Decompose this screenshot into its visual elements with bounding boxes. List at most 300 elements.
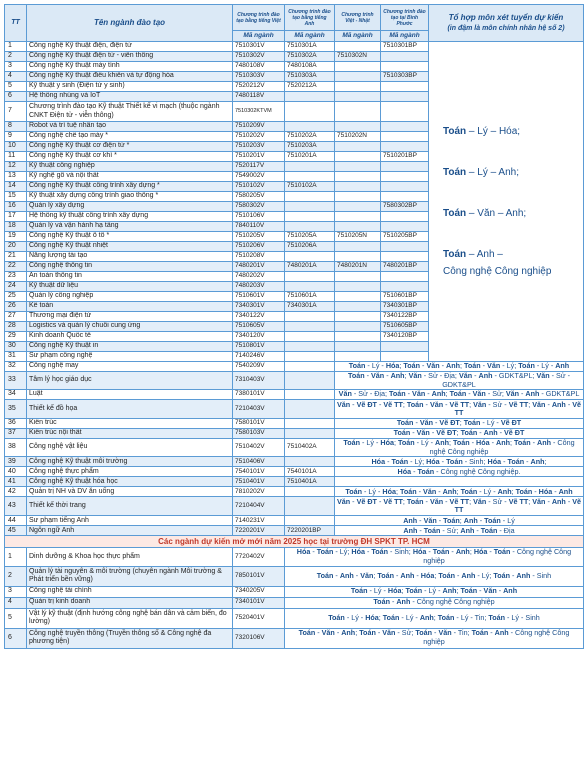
row-tt: 21 <box>5 252 27 262</box>
code-viet: 7510208V <box>233 252 285 262</box>
row-name: Quản trị kinh doanh <box>27 597 233 608</box>
row-name: Công nghệ truyền thông (Truyền thông số & Công nghệ đa phương tiện) <box>27 628 233 648</box>
row-name: Luật <box>27 390 233 400</box>
code-anh <box>285 400 335 419</box>
code-nhat: 7510205N <box>335 232 381 242</box>
row-name: Công nghệ may <box>27 362 233 372</box>
code-viet: 7720402V <box>233 548 285 566</box>
code-anh <box>285 122 335 132</box>
ma-nganh-viet: Mã ngành <box>233 31 285 42</box>
code-nhat <box>335 322 381 332</box>
row-name: Công nghệ Kỹ thuật máy tính <box>27 62 233 72</box>
code-anh <box>285 222 335 232</box>
code-nhat <box>335 42 381 52</box>
row-combo: Toán - Văn - Anh; Toán - Văn - Sử; Toán - Văn - Tin; Toán - Anh - Công nghệ Công nghiệp <box>285 628 584 648</box>
row-name: Công nghệ tài chính <box>27 586 233 597</box>
row-tt: 1 <box>5 42 27 52</box>
row-name: Thương mại điện tử <box>27 312 233 322</box>
row-combo: Toán - Văn - Vẽ ĐT; Toán - Lý - Vẽ ĐT <box>335 419 584 429</box>
code-nhat: 7510302N <box>335 52 381 62</box>
code-viet: 7220201V <box>233 526 285 536</box>
section-row <box>5 536 584 548</box>
code-bp: 7340122BP <box>381 312 429 322</box>
row-tt: 13 <box>5 172 27 182</box>
code-nhat <box>335 152 381 162</box>
code-viet: 7510201V <box>233 152 285 162</box>
code-viet: 7850101V <box>233 566 285 586</box>
code-viet: 7480202V <box>233 272 285 282</box>
col-nhat: Chương trình Việt - Nhật <box>335 5 381 31</box>
col-to-hop <box>429 5 584 42</box>
code-viet: 7510209V <box>233 122 285 132</box>
code-bp <box>381 252 429 262</box>
combo-group-a <box>429 42 584 362</box>
row-combo: Anh - Toán - Sử; Anh - Toán - Địa <box>335 526 584 536</box>
row-combo: Hóa - Toán - Lý; Hóa - Toán - Sinh; Hóa - Toán - Anh; <box>335 457 584 467</box>
code-viet: 7840110V <box>233 222 285 232</box>
col-bp: Chương trình đào tạo tại Bình Phước <box>381 5 429 31</box>
code-anh: 7510203A <box>285 142 335 152</box>
table-row <box>5 526 584 536</box>
code-viet: 7520117V <box>233 162 285 172</box>
row-combo: Hóa - Toán - Lý; Hóa - Toán - Sinh; Hóa - Toán - Anh; Hóa - Toán - Công nghệ Công nghiệp <box>285 548 584 566</box>
row-tt: 6 <box>5 628 27 648</box>
code-bp <box>381 142 429 152</box>
code-anh <box>285 372 335 390</box>
admission-table-page <box>4 4 583 649</box>
code-bp <box>381 172 429 182</box>
code-bp <box>381 92 429 102</box>
code-anh <box>285 390 335 400</box>
code-viet: 7340301V <box>233 302 285 312</box>
row-tt: 4 <box>5 72 27 82</box>
row-combo: Toán - Anh - Văn; Toán - Anh - Hóa; Toán - Anh - Lý; Toán - Anh - Sinh <box>285 566 584 586</box>
row-name: Kỹ thuật dữ liệu <box>27 282 233 292</box>
row-name: Kiến trúc <box>27 419 233 429</box>
row-combo: Văn - Vẽ ĐT - Vẽ TT; Toán - Văn - Vẽ TT; Văn - Sử - Vẽ TT; Văn - Anh - Vẽ TT <box>335 497 584 516</box>
code-viet: 7480201V <box>233 262 285 272</box>
row-name: Công nghệ Kỹ thuật nhiệt <box>27 242 233 252</box>
combo-line-3: Toán – Văn – Anh; <box>443 208 527 219</box>
code-nhat <box>335 352 381 362</box>
row-combo: Toán - Lý - Hóa; Toán - Lý - Anh; Toán - Hóa - Anh; Toán - Anh - Công nghệ Công nghiệp <box>335 439 584 457</box>
code-nhat <box>335 72 381 82</box>
row-name: Năng lượng tái tạo <box>27 252 233 262</box>
code-nhat <box>335 302 381 312</box>
code-bp: 7510605BP <box>381 322 429 332</box>
row-tt: 27 <box>5 312 27 322</box>
code-anh <box>285 192 335 202</box>
row-name: Kế toán <box>27 302 233 312</box>
code-viet: 7140246V <box>233 352 285 362</box>
code-viet: 7520212V <box>233 82 285 92</box>
code-viet: 7340205V <box>233 586 285 597</box>
code-anh <box>285 282 335 292</box>
row-name: Logistics và quản lý chuỗi cung ứng <box>27 322 233 332</box>
row-tt: 35 <box>5 400 27 419</box>
row-tt: 31 <box>5 352 27 362</box>
row-tt: 10 <box>5 142 27 152</box>
code-viet: 7210403V <box>233 400 285 419</box>
code-bp <box>381 192 429 202</box>
table-row <box>5 566 584 586</box>
row-name: Quản lý và vận hành hạ tầng <box>27 222 233 232</box>
code-viet: 7510206V <box>233 242 285 252</box>
row-tt: 44 <box>5 516 27 526</box>
code-anh <box>285 332 335 342</box>
row-name: Kỹ nghệ gỗ và nội thất <box>27 172 233 182</box>
row-combo: Văn - Sử - Địa; Toán - Văn - Anh; Toán - Văn - Sử; Văn - Anh - GDKT&PL <box>335 390 584 400</box>
row-name: Robot và trí tuệ nhân tạo <box>27 122 233 132</box>
row-tt: 38 <box>5 439 27 457</box>
code-anh <box>285 252 335 262</box>
row-tt: 40 <box>5 467 27 477</box>
row-tt: 33 <box>5 372 27 390</box>
row-name: Công nghệ Kỹ thuật hóa học <box>27 477 233 487</box>
table-row <box>5 400 584 419</box>
code-viet: 7520401V <box>233 608 285 628</box>
code-anh <box>285 457 335 467</box>
row-name: Kỹ thuật công nghiệp <box>27 162 233 172</box>
code-viet: 7480118V <box>233 92 285 102</box>
row-name: Quản lý xây dựng <box>27 202 233 212</box>
code-bp <box>381 272 429 282</box>
row-tt: 23 <box>5 272 27 282</box>
table-row <box>5 497 584 516</box>
code-nhat <box>335 332 381 342</box>
code-anh: 7480108A <box>285 62 335 72</box>
row-tt: 5 <box>5 82 27 92</box>
code-bp <box>381 222 429 232</box>
code-viet: 7510106V <box>233 212 285 222</box>
code-anh: 7510402A <box>285 439 335 457</box>
row-tt: 45 <box>5 526 27 536</box>
code-bp: 7340120BP <box>381 332 429 342</box>
code-bp <box>381 122 429 132</box>
code-anh <box>285 212 335 222</box>
code-anh: 7510302A <box>285 52 335 62</box>
row-tt: 15 <box>5 192 27 202</box>
code-anh: 7220201BP <box>285 526 335 536</box>
code-viet: 7510205V <box>233 232 285 242</box>
code-bp: 7510303BP <box>381 72 429 82</box>
code-bp <box>381 352 429 362</box>
row-name: Công nghệ chế tạo máy * <box>27 132 233 142</box>
table-row <box>5 439 584 457</box>
code-viet: 7549002V <box>233 172 285 182</box>
code-bp <box>381 62 429 72</box>
code-viet: 7480108V <box>233 62 285 72</box>
row-tt: 3 <box>5 586 27 597</box>
code-viet: 7510203V <box>233 142 285 152</box>
code-anh <box>285 102 335 122</box>
code-nhat <box>335 192 381 202</box>
row-tt: 42 <box>5 487 27 497</box>
row-name: Sư phạm công nghệ <box>27 352 233 362</box>
row-name: Công nghệ vật liệu <box>27 439 233 457</box>
code-nhat <box>335 172 381 182</box>
code-nhat <box>335 242 381 252</box>
code-nhat <box>335 62 381 72</box>
row-tt: 9 <box>5 132 27 142</box>
row-tt: 1 <box>5 548 27 566</box>
row-tt: 12 <box>5 162 27 172</box>
table-row <box>5 477 584 487</box>
combo-line-1: Toán – Lý – Hóa; <box>443 126 521 137</box>
row-tt: 43 <box>5 497 27 516</box>
code-nhat <box>335 222 381 232</box>
code-viet: 7310403V <box>233 372 285 390</box>
col-ten-nganh: Tên ngành đào tạo <box>27 5 233 42</box>
code-viet: 7510801V <box>233 342 285 352</box>
code-anh <box>285 352 335 362</box>
table-row <box>5 628 584 648</box>
row-name: Vật lý kỹ thuật (định hướng công nghệ bán dẫn và cảm biến, đo lường) <box>27 608 233 628</box>
row-tt: 6 <box>5 92 27 102</box>
code-bp: 7510601BP <box>381 292 429 302</box>
row-tt: 34 <box>5 390 27 400</box>
row-tt: 8 <box>5 122 27 132</box>
code-bp <box>381 182 429 192</box>
row-name: Công nghệ thông tin <box>27 262 233 272</box>
row-name: Công nghệ thực phẩm <box>27 467 233 477</box>
code-viet: 7380101V <box>233 390 285 400</box>
row-combo: Toán - Lý - Hóa; Toán - Văn - Anh; Toán - Văn - Lý; Toán - Lý - Anh <box>335 362 584 372</box>
table-row <box>5 608 584 628</box>
ma-nganh-anh: Mã ngành <box>285 31 335 42</box>
row-tt: 2 <box>5 566 27 586</box>
combo-line-4: Toán – Anh – <box>443 249 503 260</box>
row-tt: 20 <box>5 242 27 252</box>
code-bp <box>381 52 429 62</box>
row-name: Công nghệ Kỹ thuật ô tô * <box>27 232 233 242</box>
code-viet: 7580101V <box>233 419 285 429</box>
code-viet: 7810202V <box>233 487 285 497</box>
code-viet: 7340120V <box>233 332 285 342</box>
code-nhat <box>335 202 381 212</box>
table-row <box>5 390 584 400</box>
row-tt: 5 <box>5 608 27 628</box>
row-tt: 37 <box>5 429 27 439</box>
row-combo <box>335 477 584 487</box>
col-tt: TT <box>5 5 27 42</box>
code-nhat: 7480201N <box>335 262 381 272</box>
code-anh: 7510102A <box>285 182 335 192</box>
row-name: Quản trị NH và DV ăn uống <box>27 487 233 497</box>
code-bp: 7510205BP <box>381 232 429 242</box>
section-title: Các ngành dự kiến mở mới năm 2025 học tại trường ĐH SPKT TP. HCM <box>5 536 584 548</box>
table-row <box>5 516 584 526</box>
row-tt: 7 <box>5 102 27 122</box>
ma-nganh-bp: Mã ngành <box>381 31 429 42</box>
row-tt: 19 <box>5 232 27 242</box>
code-nhat <box>335 292 381 302</box>
code-viet: 7580302V <box>233 202 285 212</box>
code-bp: 7510201BP <box>381 152 429 162</box>
code-viet: 7510202V <box>233 132 285 142</box>
table-row <box>5 419 584 429</box>
code-nhat <box>335 212 381 222</box>
code-viet: 7540209V <box>233 362 285 372</box>
row-tt: 26 <box>5 302 27 312</box>
code-bp: 7510301BP <box>381 42 429 52</box>
code-nhat <box>335 82 381 92</box>
code-bp <box>381 212 429 222</box>
code-nhat <box>335 142 381 152</box>
code-viet: 7580205V <box>233 192 285 202</box>
code-viet: 7340122V <box>233 312 285 322</box>
code-nhat <box>335 182 381 192</box>
code-viet: 7480203V <box>233 282 285 292</box>
row-tt: 29 <box>5 332 27 342</box>
code-nhat <box>335 252 381 262</box>
table-row <box>5 429 584 439</box>
code-viet: 7510303V <box>233 72 285 82</box>
row-tt: 4 <box>5 597 27 608</box>
code-bp: 7580302BP <box>381 202 429 212</box>
combo-line-5: Công nghệ Công nghiệp <box>443 266 552 277</box>
code-anh <box>285 362 335 372</box>
code-nhat <box>335 272 381 282</box>
row-combo: Toán - Lý - Hóa; Toán - Văn - Anh; Toán - Lý - Anh; Toán - Hóa - Anh <box>335 487 584 497</box>
row-name: Thiết kế đồ họa <box>27 400 233 419</box>
code-viet: 7510401V <box>233 477 285 487</box>
row-tt: 36 <box>5 419 27 429</box>
code-nhat: 7510202N <box>335 132 381 142</box>
row-name: Chương trình đào tạo Kỹ thuật Thiết kế vi mạch (thuộc ngành CNKT Điện tử - viễn thông) <box>27 102 233 122</box>
code-viet: 7510605V <box>233 322 285 332</box>
code-nhat <box>335 312 381 322</box>
code-anh <box>285 202 335 212</box>
row-tt: 17 <box>5 212 27 222</box>
code-anh: 7340301A <box>285 302 335 312</box>
row-name: Quản lý công nghiệp <box>27 292 233 302</box>
row-tt: 28 <box>5 322 27 332</box>
code-anh: 7510201A <box>285 152 335 162</box>
row-tt: 14 <box>5 182 27 192</box>
code-anh: 7480201A <box>285 262 335 272</box>
row-name: Công nghệ Kỹ thuật điện, điện tử <box>27 42 233 52</box>
row-tt: 41 <box>5 477 27 487</box>
code-viet: 7510302V <box>233 52 285 62</box>
code-viet: 7510406V <box>233 457 285 467</box>
code-bp: 7340301BP <box>381 302 429 312</box>
row-name: Công nghệ Kỹ thuật in <box>27 342 233 352</box>
code-bp <box>381 82 429 92</box>
code-viet: 7540101V <box>233 467 285 477</box>
code-anh <box>285 497 335 516</box>
code-anh <box>285 162 335 172</box>
row-tt: 30 <box>5 342 27 352</box>
col-viet: Chương trình đào tạo bằng tiếng Việt <box>233 5 285 31</box>
code-nhat <box>335 282 381 292</box>
code-bp: 7480201BP <box>381 262 429 272</box>
row-tt: 24 <box>5 282 27 292</box>
code-anh: 7510205A <box>285 232 335 242</box>
row-name: Quản lý tài nguyên & môi trường (chuyên ngành Môi trường & Phát triển bền vững) <box>27 566 233 586</box>
to-hop-note: (in đậm là môn chính nhân hệ số 2) <box>447 24 565 32</box>
row-name: Hệ thống nhúng và IoT <box>27 92 233 102</box>
code-anh <box>285 429 335 439</box>
row-name: Sư phạm tiếng Anh <box>27 516 233 526</box>
row-name: Công nghệ Kỹ thuật cơ điện tử * <box>27 142 233 152</box>
row-combo: Toán - Anh - Công nghệ Công nghiệp <box>285 597 584 608</box>
table-row <box>5 548 584 566</box>
code-bp <box>381 282 429 292</box>
code-anh <box>285 322 335 332</box>
code-viet: 7510301V <box>233 42 285 52</box>
to-hop-title: Tổ hợp môn xét tuyển dự kiến <box>448 12 564 22</box>
code-nhat <box>335 102 381 122</box>
code-nhat <box>335 342 381 352</box>
code-nhat <box>335 92 381 102</box>
table-body-b <box>5 362 584 536</box>
row-tt: 18 <box>5 222 27 232</box>
row-tt: 11 <box>5 152 27 162</box>
row-combo: Văn - Vẽ ĐT - Vẽ TT; Toán - Văn - Vẽ TT; Văn - Sử - Vẽ TT; Văn - Anh - Vẽ TT <box>335 400 584 419</box>
code-anh: 7510303A <box>285 72 335 82</box>
code-bp <box>381 242 429 252</box>
row-tt: 39 <box>5 457 27 467</box>
table-row <box>5 597 584 608</box>
code-viet: 7510402V <box>233 439 285 457</box>
code-anh: 7510301A <box>285 42 335 52</box>
row-name: Thiết kế thời trang <box>27 497 233 516</box>
code-bp <box>381 102 429 122</box>
code-anh <box>285 487 335 497</box>
code-viet: 7210404V <box>233 497 285 516</box>
code-viet: 7340101V <box>233 597 285 608</box>
code-viet: 7510601V <box>233 292 285 302</box>
combo-line-2: Toán – Lý – Anh; <box>443 167 519 178</box>
row-name: Hệ thống kỹ thuật công trình xây dựng <box>27 212 233 222</box>
row-name: Dinh dưỡng & Khoa học thực phẩm <box>27 548 233 566</box>
code-anh <box>285 92 335 102</box>
row-combo: Anh - Văn - Toán; Anh - Toán - Lý <box>335 516 584 526</box>
row-tt: 16 <box>5 202 27 212</box>
code-viet: 7510102V <box>233 182 285 192</box>
row-name: Tâm lý học giáo dục <box>27 372 233 390</box>
row-name: Kinh doanh Quốc tế <box>27 332 233 342</box>
row-name: Công nghệ Kỹ thuật môi trường <box>27 457 233 467</box>
code-bp <box>381 162 429 172</box>
row-name: Công nghệ Kỹ thuật điều khiển và tự động hóa <box>27 72 233 82</box>
row-combo: Toán - Văn - Anh; Văn - Sử - Địa; Văn - Anh - GDKT&PL; Văn - Sử - GDKT&PL <box>335 372 584 390</box>
code-anh <box>285 516 335 526</box>
code-nhat <box>335 122 381 132</box>
code-anh: 7510401A <box>285 477 335 487</box>
table-row <box>5 586 584 597</box>
row-name: Công nghệ Kỹ thuật cơ khí * <box>27 152 233 162</box>
row-tt: 3 <box>5 62 27 72</box>
row-combo: Toán - Văn - Vẽ ĐT; Toán - Anh - Vẽ ĐT <box>335 429 584 439</box>
code-viet: 7140231V <box>233 516 285 526</box>
code-bp <box>381 132 429 142</box>
code-anh: 7540101A <box>285 467 335 477</box>
admission-table <box>4 4 584 649</box>
table-row <box>5 487 584 497</box>
row-name: Kiến trúc nội thất <box>27 429 233 439</box>
table-body-a <box>5 42 584 362</box>
row-tt: 32 <box>5 362 27 372</box>
row-combo: Hóa - Toán - Công nghệ Công nghiệp. <box>335 467 584 477</box>
code-anh: 7510202A <box>285 132 335 142</box>
row-combo: Toán - Lý - Hóa; Toán - Lý - Anh; Toán - Văn - Anh <box>285 586 584 597</box>
row-name: Kỹ thuật y sinh (Điện tử y sinh) <box>27 82 233 92</box>
code-anh <box>285 342 335 352</box>
code-nhat <box>335 162 381 172</box>
code-viet: 7320106V <box>233 628 285 648</box>
